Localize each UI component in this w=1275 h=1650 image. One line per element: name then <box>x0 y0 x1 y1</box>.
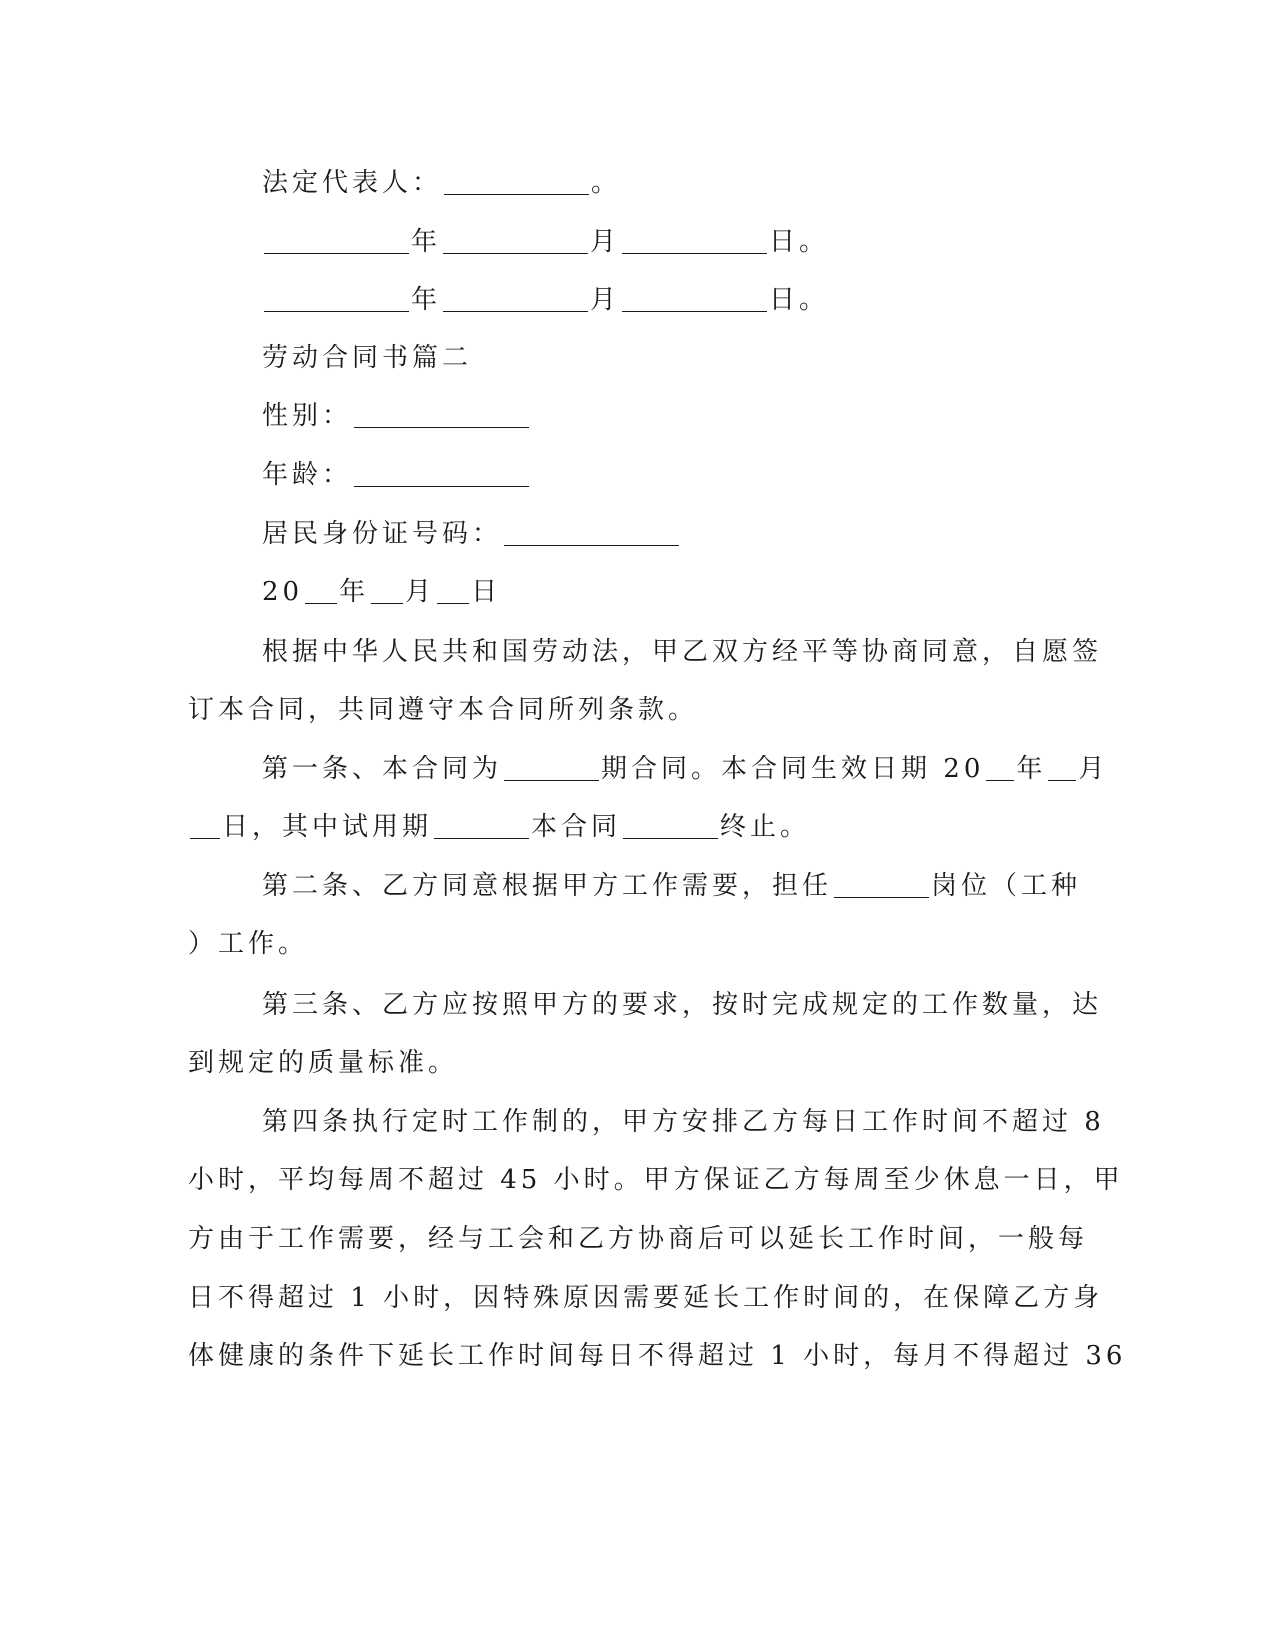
blank-field <box>371 579 403 604</box>
text-segment: 日。 <box>769 227 830 257</box>
blank-field <box>504 756 599 781</box>
gender-line <box>262 398 531 434</box>
blank-field <box>264 287 409 312</box>
blank-field <box>434 814 529 839</box>
text-segment: 月 <box>405 577 436 607</box>
blank-field <box>264 229 409 254</box>
article-1-line <box>188 809 810 845</box>
section-heading: 劳动合同书篇二 <box>262 343 473 373</box>
date-line-1 <box>262 224 829 260</box>
text-segment: 年 <box>411 227 442 257</box>
blank-field <box>504 521 679 546</box>
text-segment: 20 <box>262 577 304 607</box>
paragraph-line: 第三条、乙方应按照甲方的要求，按时完成规定的工作数量，达 <box>262 990 1103 1020</box>
text-segment: 第一条、本合同为 <box>262 754 503 784</box>
paragraph-line: 订本合同，共同遵守本合同所列条款。 <box>188 695 699 725</box>
text-segment: 岗位（工种 <box>931 871 1082 901</box>
signing-date-line <box>262 574 501 610</box>
text-segment: 日。 <box>769 285 830 315</box>
text-segment: 期合同。本合同生效日期 20 <box>601 754 985 784</box>
paragraph-line: 方由于工作需要，经与工会和乙方协商后可以延长工作时间，一般每 <box>188 1224 1089 1254</box>
text-segment: 年 <box>339 577 370 607</box>
blank-field <box>623 814 718 839</box>
blank-field <box>444 170 589 195</box>
paragraph-line: 到规定的质量标准。 <box>188 1048 459 1078</box>
id-number-label: 居民身份证号码： <box>262 519 503 549</box>
text-segment: 日，其中试用期 <box>222 812 433 842</box>
text-segment: 年 <box>1016 754 1047 784</box>
blank-field <box>443 287 588 312</box>
age-label: 年龄： <box>262 460 353 490</box>
blank-field <box>190 814 220 839</box>
blank-field <box>354 462 529 487</box>
blank-field <box>622 287 767 312</box>
blank-field <box>437 579 469 604</box>
paragraph-line: ）工作。 <box>188 929 309 959</box>
text-segment: 月 <box>590 285 621 315</box>
blank-field <box>354 403 529 428</box>
blank-field <box>1048 756 1076 781</box>
paragraph-line: 小时，平均每周不超过 45 小时。甲方保证乙方每周至少休息一日，甲 <box>188 1165 1124 1195</box>
paragraph-line: 第四条执行定时工作制的，甲方安排乙方每日工作时间不超过 8 <box>262 1107 1105 1137</box>
text-segment: 。 <box>591 168 622 198</box>
text-segment: 第二条、乙方同意根据甲方工作需要，担任 <box>262 871 833 901</box>
text-segment: 本合同 <box>531 812 622 842</box>
paragraph-line: 日不得超过 1 小时，因特殊原因需要延长工作时间的，在保障乙方身 <box>188 1283 1104 1313</box>
gender-label: 性别： <box>262 401 353 431</box>
age-line <box>262 457 531 493</box>
blank-field <box>622 229 767 254</box>
blank-field <box>443 229 588 254</box>
paragraph-line: 根据中华人民共和国劳动法，甲乙双方经平等协商同意，自愿签 <box>262 637 1103 667</box>
legal-representative-line <box>262 165 621 201</box>
text-segment: 终止。 <box>720 812 811 842</box>
date-line-2 <box>262 282 829 318</box>
article-2-line <box>262 868 1081 904</box>
text-segment: 月 <box>1078 754 1109 784</box>
text-segment: 日 <box>471 577 502 607</box>
paragraph-line: 体健康的条件下延长工作时间每日不得超过 1 小时，每月不得超过 36 <box>188 1341 1127 1371</box>
blank-field <box>834 873 929 898</box>
blank-field <box>305 579 337 604</box>
blank-field <box>986 756 1014 781</box>
text-segment: 月 <box>590 227 621 257</box>
article-1-line <box>262 751 1108 787</box>
text-segment: 年 <box>411 285 442 315</box>
legal-representative-label: 法定代表人： <box>262 168 443 198</box>
id-number-line <box>262 516 681 552</box>
